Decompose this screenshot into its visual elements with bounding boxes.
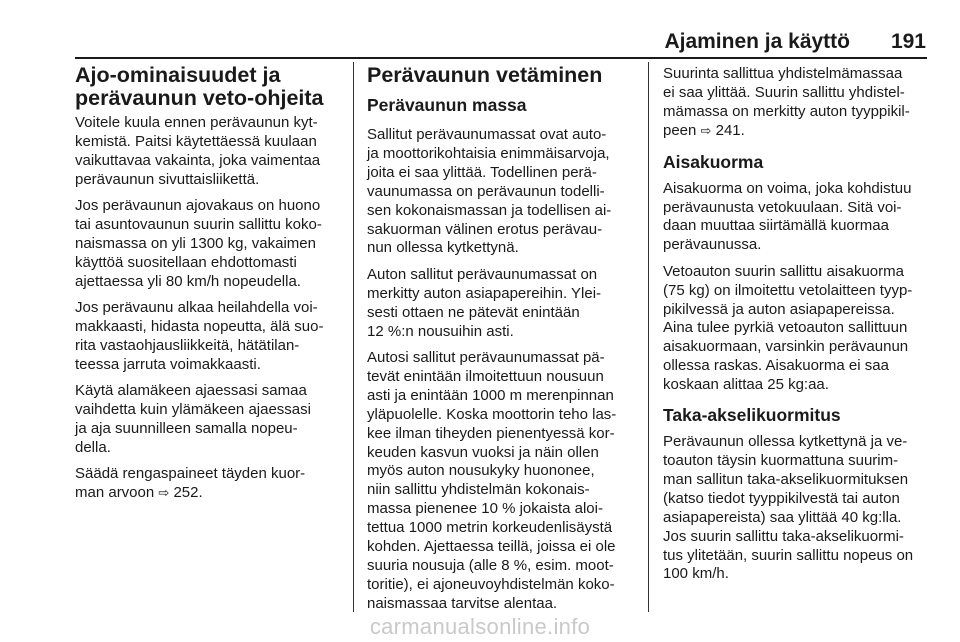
column-3 (663, 65, 929, 592)
paragraph: Voitele kuula ennen perävaunun kyt- kemistä. Paitsi käytettäessä kuulaan vaikuttavaa vakainta, joka vaimentaa perävaunun sivuttaisliikettä. (75, 114, 321, 188)
paragraph: Perävaunun ollessa kytkettynä ja ve- toauton täysin kuormattuna suurim- man sallitun taka-akselikuormituksen (katso tiedot tyyppikilvestä tai auton asiapapereista) saa ylittää 40 kg:lla. Jos suurin sallittu taka-akselikuormi- tus ylitetään, suurin sallittu nopeus on 100 km/h. (663, 433, 914, 583)
section-heading-driving-characteristics: Ajo-ominaisuudet ja perävaunun veto-ohjeita (75, 63, 324, 110)
paragraph: Jos perävaunun ajovakaus on huono tai asuntovaunun suurin sallittu koko- naismassa on yli 1300 kg, vakaimen käyttöä suositellaan ehdottomasti ajettaessa yli 80 km/h nopeudella. (75, 197, 322, 290)
header-rule (75, 57, 927, 59)
watermark: carmanualsonline.info (369, 614, 591, 639)
column-divider-left (353, 62, 354, 612)
column-2 (367, 65, 635, 621)
paragraph-text: Säädä rengaspaineet täyden kuor- man arvoon (75, 465, 306, 502)
subheading-trailer-weight: Perävaunun massa (367, 95, 527, 115)
page-header (0, 30, 960, 54)
section-heading-towing-trailer: Perävaunun vetäminen (367, 63, 603, 87)
paragraph: Auton sallitut perävaunumassat on merkitty auton asiapapereihin. Ylei- sesti ottaen ne pätevät enintään 12 %:n nousuihin asti. (367, 265, 602, 340)
page-reference-link[interactable]: 241. (715, 121, 745, 139)
paragraph-combination-weight (663, 65, 929, 142)
column-1 (75, 65, 345, 512)
subheading-drawbar-load: Aisakuorma (663, 151, 764, 172)
column-divider-right (648, 62, 649, 612)
page-reference-arrow-icon: ⇨ (158, 486, 170, 502)
paragraph: Jos perävaunu alkaa heilahdella voi- makkaasti, hidasta nopeutta, älä suo- rita vastaohjausliikkeitä, hätätilan- teessa jarruta voimakkaasti. (75, 299, 324, 373)
paragraph-tyre-pressure (75, 465, 345, 504)
paragraph: Käytä alamäkeen ajaessasi samaa vaihdetta kuin ylämäkeen ajaessasi ja aja suunnilleen samalla nopeu- della. (75, 382, 311, 456)
paragraph: Aisakuorma on voima, joka kohdistuu perävaunusta vetokuulaan. Sitä voi- daan muuttaa siirtämällä kuormaa perävaunussa. (663, 179, 912, 254)
paragraph: Autosi sallitut perävaunumassat pä- tevät enintään ilmoitettuun nousuun asti ja enintään 1000 m merenpinnan yläpuolelle. Koska moottorin teho las- kee ilman tiheyden pienentyessä kor- keuden kasvun vuoksi ja näin ollen myös auton nousukyky huononee, niin sallittu yhdistelmän kokonais- massa pienenee 10 % jokaista aloi- tettua 1000 metrin korkeudenlisäystä kohden. Ajettaessa teillä, joissa ei ole suuria nousuja (alle 8 %, esim. moot- toritie), ei ajoneuvoyhdistelmän koko- naismassaa tarvitse alentaa. (367, 348, 617, 612)
paragraph: Sallitut perävaunumassat ovat auto- ja moottorikohtaisia enimmäisarvoja, joita ei saa ylittää. Todellinen perä- vaunumassa on perävaunun todelli- sen kokonaismassan ja todellisen ai- sakuorman välinen erotus perävau- nun ollessa kytkettynä. (367, 126, 612, 257)
paragraph: Vetoauton suurin sallittu aisakuorma (75 kg) on ilmoitettu vetolaitteen tyyp- pikilvessä ja auton asiapapereissa. Aina tulee pyrkiä vetoauton sallittuun aisakuormaan, varsinkin perävaunun ollessa raskas. Aisakuorma ei saa koskaan alittaa 25 kg:aa. (663, 262, 913, 394)
page-number: 191 (890, 30, 926, 53)
paragraph-text: Suurinta sallittua yhdistelmämassaa ei saa ylittää. Suurin sallittu yhdistel- mämassa on merkitty auton tyyppikil- peen (663, 65, 910, 139)
subheading-rear-axle-load: Taka-akselikuormitus (663, 405, 841, 426)
running-head-title: Ajaminen ja käyttö (664, 30, 850, 53)
page-reference-arrow-icon: ⇨ (700, 123, 712, 139)
page-reference-link[interactable]: 252. (173, 484, 203, 502)
